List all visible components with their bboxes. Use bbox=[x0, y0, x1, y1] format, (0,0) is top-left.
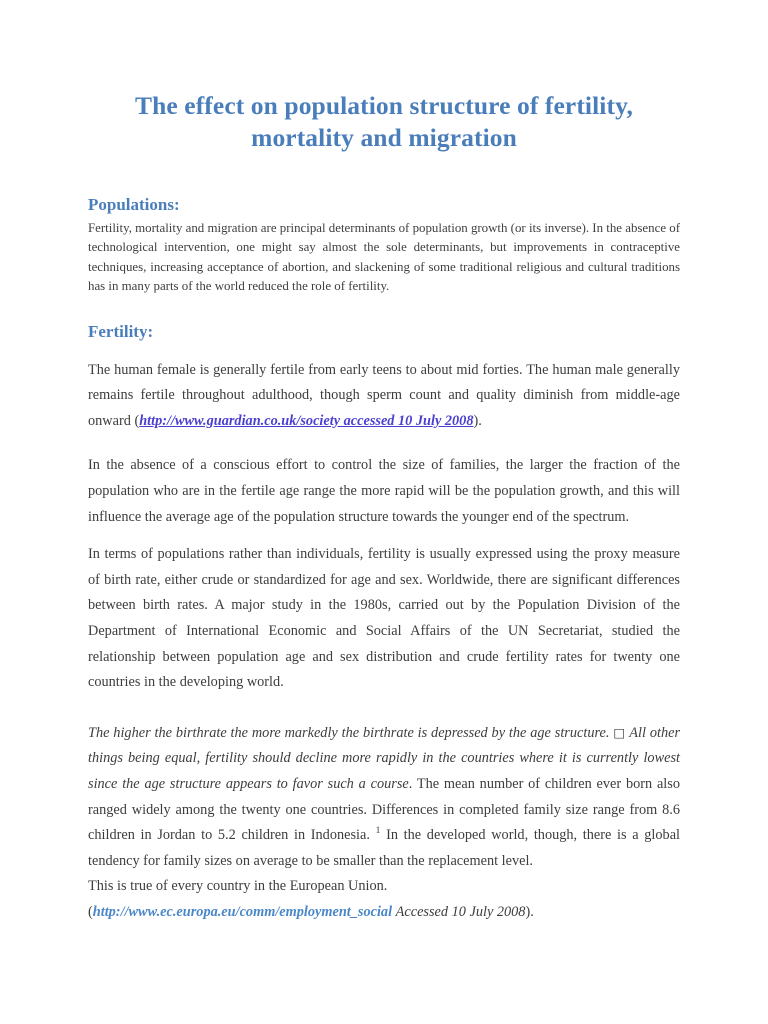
section-heading-fertility: Fertility: bbox=[88, 321, 154, 341]
page-title-line-1: The effect on population structure of fertility, bbox=[135, 91, 633, 120]
document-content-column bbox=[88, 0, 680, 926]
missing-glyph-box-icon: □ bbox=[613, 724, 626, 740]
source-open-paren: ( bbox=[88, 903, 93, 920]
link-europa-employment-social[interactable]: http://www.ec.europa.eu/comm/employment_social bbox=[92, 903, 393, 920]
paragraph-source-line bbox=[88, 900, 680, 926]
paragraph-fertility-1-text-after-link: ). bbox=[473, 412, 482, 429]
paragraph-fertility-1-text-before-link: The human female is generally fertile from early teens to about mid forties. The human male generally remains fertile throughout adulthood, though sperm count and quality diminish from middle-age onward ( bbox=[88, 361, 680, 429]
page-title-line-2: mortality and migration bbox=[251, 123, 517, 152]
paragraph-fertility-1 bbox=[88, 342, 680, 435]
quote-block-text-after-2: In the developed world, though, there is a global tendency for family sizes on average to be smaller than the replacement level. bbox=[88, 827, 681, 869]
page-title bbox=[88, 0, 680, 154]
quote-block-text-after-1: . The mean number of children ever born also ranged widely among the twenty one countries. Differences in completed family size range from 8.6 children in Jordan to 5.2 children in Indonesia. bbox=[88, 775, 680, 844]
source-close-paren: ). bbox=[525, 903, 534, 920]
paragraph-fertility-3: In terms of populations rather than individuals, fertility is usually expressed using the proxy measure of birth rate, either crude or standardized for age and sex. Worldwide, there are significant differences between birth rates. A major study in the 1980s, carried out by the Population Division of the Department of International Economic and Social Affairs of the UN Secretariat, studied the relationship between population age and sex distribution and crude fertility rates for twenty one countries in the developing world. bbox=[88, 546, 680, 691]
section-heading-populations: Populations: bbox=[88, 195, 180, 214]
source-accessed-text: Accessed 10 July 2008 bbox=[395, 903, 526, 920]
quote-text-part-1: The higher the birthrate the more markedly the birthrate is depressed by the age structure. bbox=[88, 724, 610, 741]
quote-text-part-2: All other things being equal, fertility should decline more rapidly in the countries where it is currently lowest since the age structure appears to favor such a course bbox=[88, 724, 681, 792]
paragraph-fertility-2: In the absence of a conscious effort to control the size of families, the larger the fraction of the population who are in the fertile age range the more rapid will be the population growth, and this will influence the average age of the population structure towards the younger end of the spectrum. bbox=[88, 457, 680, 525]
paragraph-populations-intro: Fertility, mortality and migration are principal determinants of population growth (or its inverse). In the absence of technological intervention, one might say almost the sole determinants, but improvements in contraceptive techniques, increasing acceptance of abortion, and slackening of some traditional religious and cultural traditions has in many parts of the world reduced the role of fertility. bbox=[88, 221, 680, 294]
footnote-marker[interactable]: 1 bbox=[375, 826, 381, 837]
paragraph-european-union-line: This is true of every country in the European Union. bbox=[88, 878, 388, 895]
paragraph-quote-block bbox=[88, 696, 680, 875]
link-guardian-society[interactable]: http://www.guardian.co.uk/society accessed 10 July 2008 bbox=[139, 412, 474, 429]
